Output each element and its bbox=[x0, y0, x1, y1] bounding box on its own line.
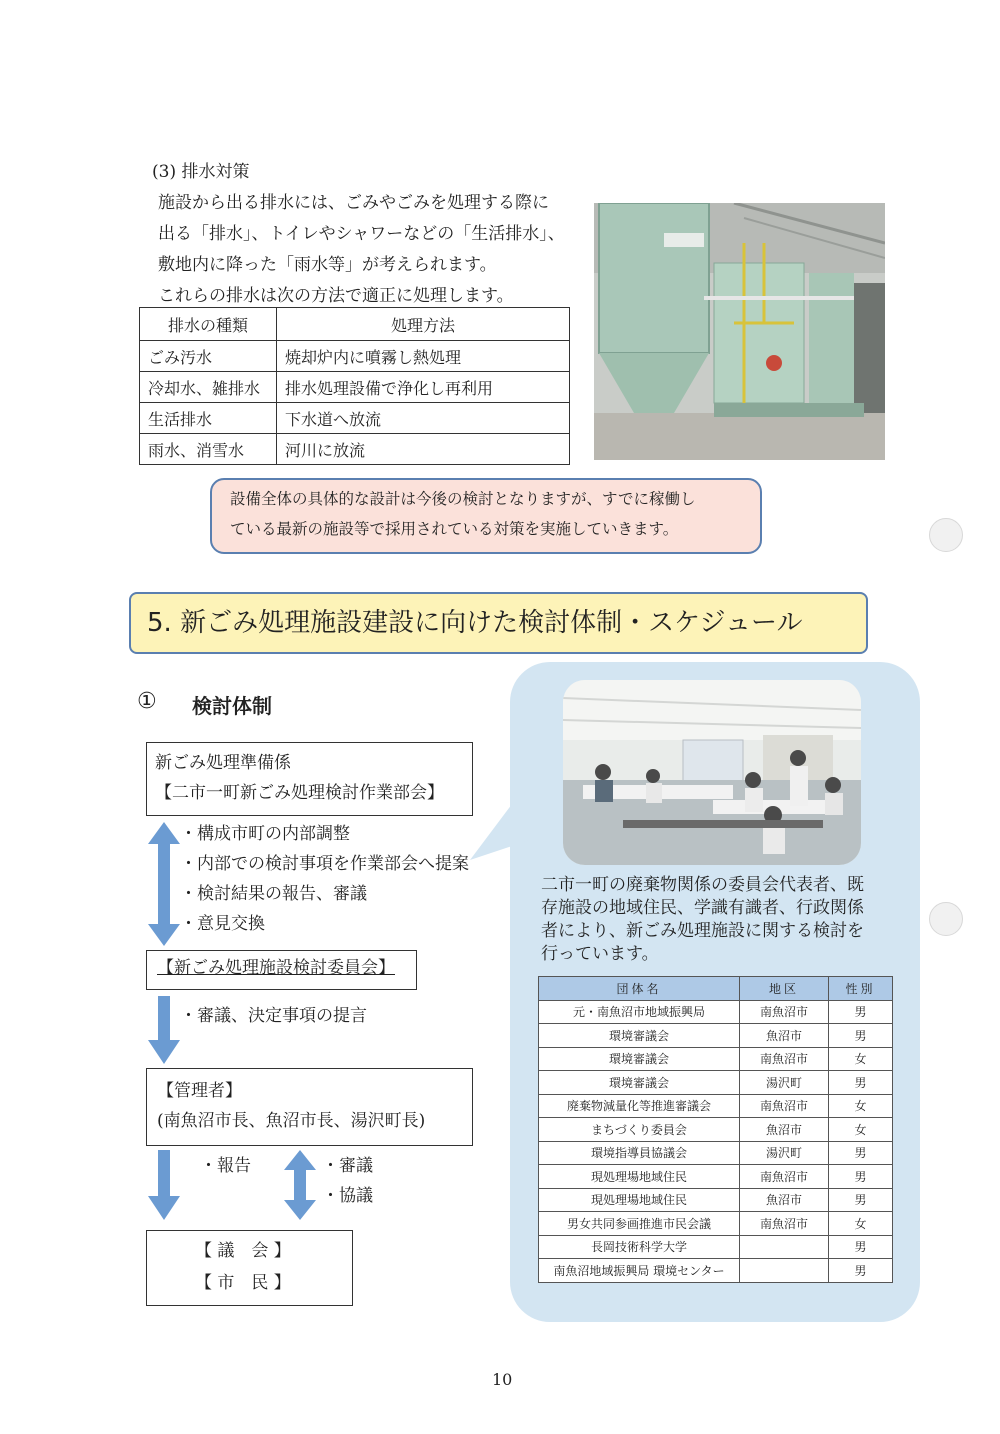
double-arrow-icon bbox=[283, 1150, 317, 1220]
table-cell: 男 bbox=[829, 1000, 893, 1024]
table-cell: 男 bbox=[829, 1259, 893, 1283]
page-number: 10 bbox=[492, 1370, 513, 1389]
caption-line: 存施設の地域住民、学識有識者、行政関係 bbox=[541, 898, 864, 918]
box-line: 【新ごみ処理施設検討委員会】 bbox=[157, 958, 395, 978]
table-cell: 男 bbox=[829, 1024, 893, 1048]
table-cell: 冷却水、雑排水 bbox=[140, 372, 277, 403]
table-cell: 女 bbox=[829, 1047, 893, 1071]
administrator-box bbox=[146, 1068, 473, 1146]
table-cell: 湯沢町 bbox=[740, 1141, 829, 1165]
table-cell: 河川に放流 bbox=[277, 434, 570, 465]
caption-line: 行っています。 bbox=[541, 944, 659, 964]
committee-caption bbox=[541, 877, 864, 969]
table-cell: 男 bbox=[829, 1188, 893, 1212]
paragraph-line: これらの排水は次の方法で適正に処理します。 bbox=[158, 286, 514, 306]
table-row bbox=[539, 1024, 893, 1048]
paragraph-line: 敷地内に降った「雨水等」が考えられます。 bbox=[158, 255, 497, 275]
table-cell: 排水処理設備で浄化し再利用 bbox=[277, 372, 570, 403]
table-row bbox=[539, 1118, 893, 1142]
table-row bbox=[539, 1047, 893, 1071]
coordination-bullets bbox=[180, 826, 469, 946]
punch-hole bbox=[929, 902, 963, 936]
table-row bbox=[539, 1071, 893, 1095]
table-row bbox=[539, 1094, 893, 1118]
table-cell: 長岡技術科学大学 bbox=[539, 1235, 740, 1259]
deliberation-bullets bbox=[322, 1158, 373, 1205]
table-cell: 環境審議会 bbox=[539, 1071, 740, 1095]
table-cell bbox=[740, 1235, 829, 1259]
note-line: ている最新の施設等で採用されている対策を実施していきます。 bbox=[230, 520, 679, 538]
column-header: 団体名 bbox=[539, 977, 740, 1001]
subheading-title: 検討体制 bbox=[192, 694, 272, 718]
box-line: 【管理者】 bbox=[157, 1081, 242, 1101]
table-cell: 環境審議会 bbox=[539, 1047, 740, 1071]
meeting-photo bbox=[563, 680, 861, 865]
table-cell: 湯沢町 bbox=[740, 1071, 829, 1095]
table-row bbox=[140, 434, 570, 465]
column-header: 性別 bbox=[829, 977, 893, 1001]
report-label: ・報告 bbox=[200, 1156, 251, 1176]
table-header-row bbox=[539, 977, 893, 1001]
table-cell: 廃棄物減量化等推進審議会 bbox=[539, 1094, 740, 1118]
table-cell: 男 bbox=[829, 1235, 893, 1259]
table-row bbox=[539, 1235, 893, 1259]
box-line: 【 市 民 】 bbox=[195, 1273, 291, 1293]
drainage-table bbox=[139, 307, 570, 465]
table-cell: まちづくり委員会 bbox=[539, 1118, 740, 1142]
table-cell: 魚沼市 bbox=[740, 1024, 829, 1048]
bullet-item: ・協議 bbox=[322, 1186, 373, 1206]
column-header: 地区 bbox=[740, 977, 829, 1001]
table-cell: 現処理場地域住民 bbox=[539, 1165, 740, 1189]
column-header: 排水の種類 bbox=[140, 308, 277, 341]
table-cell: 雨水、消雪水 bbox=[140, 434, 277, 465]
bullet-item: ・構成市町の内部調整 bbox=[180, 824, 350, 844]
table-row bbox=[539, 1165, 893, 1189]
table-cell: 環境指導員協議会 bbox=[539, 1141, 740, 1165]
callout-pointer bbox=[470, 780, 530, 860]
table-row bbox=[140, 341, 570, 372]
table-cell: 魚沼市 bbox=[740, 1118, 829, 1142]
table-row bbox=[539, 1000, 893, 1024]
table-cell: 男 bbox=[829, 1071, 893, 1095]
table-cell: 南魚沼市 bbox=[740, 1094, 829, 1118]
column-header: 処理方法 bbox=[277, 308, 570, 341]
table-row bbox=[140, 372, 570, 403]
bullet-item: ・内部での検討事項を作業部会へ提案 bbox=[180, 854, 469, 874]
table-cell: 南魚沼市 bbox=[740, 1165, 829, 1189]
subheading-number: ① bbox=[137, 689, 157, 714]
section-banner: 5. 新ごみ処理施設建設に向けた検討体制・スケジュール bbox=[129, 592, 868, 654]
table-cell: 男 bbox=[829, 1141, 893, 1165]
note-box bbox=[210, 478, 762, 554]
table-cell: 元・南魚沼市地域振興局 bbox=[539, 1000, 740, 1024]
table-cell: 女 bbox=[829, 1094, 893, 1118]
table-cell: 環境審議会 bbox=[539, 1024, 740, 1048]
drainage-facility-photo bbox=[594, 203, 885, 460]
punch-hole bbox=[929, 518, 963, 552]
bullet-item: ・検討結果の報告、審議 bbox=[180, 884, 367, 904]
box-line: 【二市一町新ごみ処理検討作業部会】 bbox=[155, 783, 444, 803]
table-cell: 南魚沼市 bbox=[740, 1000, 829, 1024]
table-cell: ごみ汚水 bbox=[140, 341, 277, 372]
down-arrow-icon bbox=[146, 996, 182, 1064]
table-row bbox=[140, 403, 570, 434]
double-arrow-icon bbox=[146, 822, 182, 946]
note-line: 設備全体の具体的な設計は今後の検討となりますが、すでに稼働し bbox=[230, 490, 696, 508]
table-header-row bbox=[140, 308, 570, 341]
drainage-heading: (3) 排水対策 bbox=[152, 162, 250, 182]
table-cell bbox=[740, 1259, 829, 1283]
table-row bbox=[539, 1259, 893, 1283]
box-line: 【 議 会 】 bbox=[195, 1241, 291, 1261]
table-cell: 南魚沼市 bbox=[740, 1212, 829, 1236]
committee-members-table bbox=[538, 976, 893, 1283]
table-cell: 女 bbox=[829, 1212, 893, 1236]
table-row bbox=[539, 1141, 893, 1165]
table-cell: 男 bbox=[829, 1165, 893, 1189]
box-line: (南魚沼市長、魚沼市長、湯沢町長) bbox=[157, 1111, 426, 1131]
working-group-box bbox=[146, 742, 473, 816]
caption-line: 者により、新ごみ処理施設に関する検討を bbox=[541, 921, 864, 941]
caption-line: 二市一町の廃棄物関係の委員会代表者、既 bbox=[541, 875, 864, 895]
table-cell: 南魚沼市 bbox=[740, 1047, 829, 1071]
table-cell: 焼却炉内に噴霧し熱処理 bbox=[277, 341, 570, 372]
paragraph-line: 出る「排水」、トイレやシャワーなどの「生活排水」、 bbox=[158, 224, 565, 244]
bullet-item: ・意見交換 bbox=[180, 914, 265, 934]
table-cell: 魚沼市 bbox=[740, 1188, 829, 1212]
bullet-item: ・審議、決定事項の提言 bbox=[180, 1006, 367, 1026]
table-cell: 下水道へ放流 bbox=[277, 403, 570, 434]
table-cell: 南魚沼地域振興局 環境センター bbox=[539, 1259, 740, 1283]
box-line: 新ごみ処理準備係 bbox=[155, 753, 291, 773]
table-cell: 生活排水 bbox=[140, 403, 277, 434]
table-cell: 現処理場地域住民 bbox=[539, 1188, 740, 1212]
assembly-citizens-box bbox=[146, 1230, 353, 1306]
table-row bbox=[539, 1188, 893, 1212]
drainage-paragraph bbox=[158, 195, 565, 319]
table-row bbox=[539, 1212, 893, 1236]
committee-box bbox=[146, 950, 417, 990]
down-arrow-icon bbox=[146, 1150, 182, 1220]
paragraph-line: 施設から出る排水には、ごみやごみを処理する際に bbox=[158, 193, 549, 213]
table-cell: 男女共同参画推進市民会議 bbox=[539, 1212, 740, 1236]
bullet-item: ・審議 bbox=[322, 1156, 373, 1176]
table-cell: 女 bbox=[829, 1118, 893, 1142]
